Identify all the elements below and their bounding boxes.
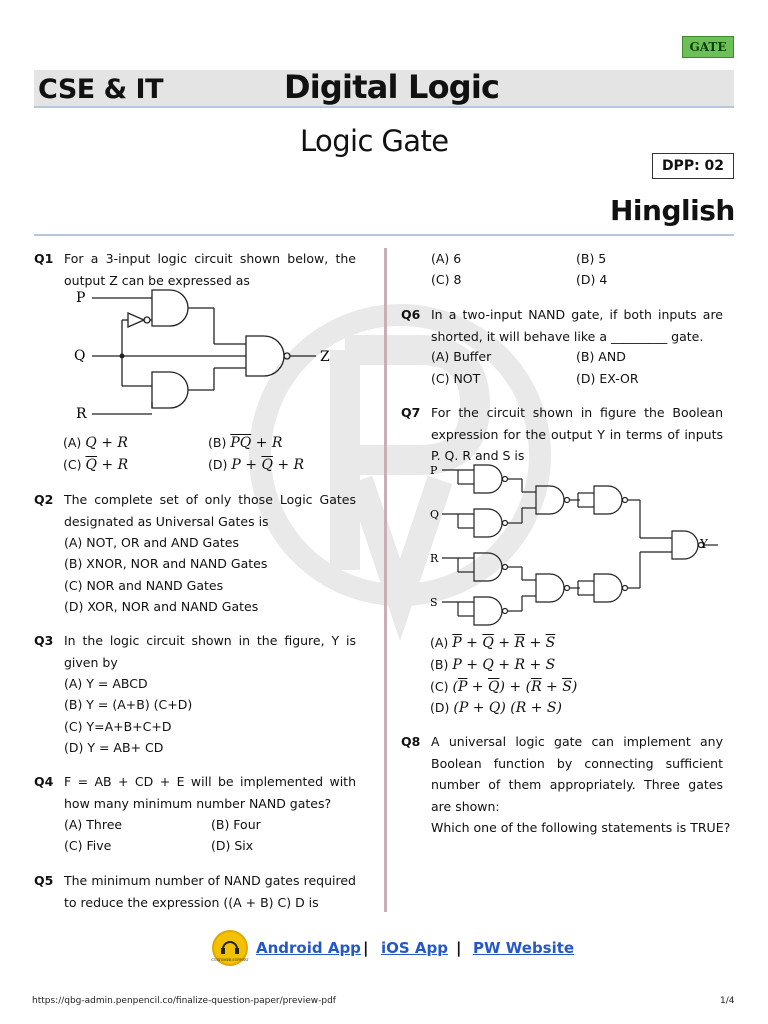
customer-support-logo	[212, 930, 248, 966]
q5-option-c[interactable]: (C) 8	[431, 272, 462, 287]
q5-option-b[interactable]: (B) 5	[576, 251, 607, 266]
question-text: In the logic circuit shown in the figure, Y is given by	[64, 633, 356, 670]
q2-option-c[interactable]: (C) NOR and NAND Gates	[64, 578, 224, 593]
column-divider	[384, 248, 387, 912]
q4-option-c[interactable]: (C) Five	[64, 838, 112, 853]
q5-option-a[interactable]: (A) 6	[431, 251, 462, 266]
chapter-title: Logic Gate	[300, 124, 449, 158]
q6-option-c[interactable]: (C) NOT	[431, 371, 481, 386]
q8-question-prompt: Which one of the following statements is TRUE?	[431, 820, 731, 835]
question-text: In a two-input NAND gate, if both inputs are shorted, it will behave like a _________ gate.	[431, 307, 723, 344]
question-text: The minimum number of NAND gates required to reduce the expression ((A + B) C) D is	[64, 873, 356, 910]
q1-option-d[interactable]: (D) $P + \overline{Q} + R$	[208, 457, 305, 473]
page-url: https://qbg-admin.penpencil.co/finalize-question-paper/preview-pdf	[32, 996, 336, 1006]
input-q-label: Q	[430, 508, 440, 521]
q3-option-b[interactable]: (B) Y = (A+B) (C+D)	[64, 697, 193, 712]
footer-separator: |	[456, 939, 462, 957]
q7-option-a[interactable]: (A) $\overline{P} + \overline{Q} + \overline{R} + \overline{S}$	[430, 635, 556, 651]
gate-badge: GATE	[682, 36, 734, 58]
q1-option-b[interactable]: (B) $\overline{PQ} + R$	[208, 435, 283, 451]
pw-website-link[interactable]: PW Website	[473, 939, 575, 957]
course-title: Digital Logic	[284, 68, 500, 106]
q7-option-b[interactable]: (B) P + Q + R + S	[430, 657, 556, 673]
q6-option-a[interactable]: (A) Buffer	[431, 349, 492, 364]
q7-option-d[interactable]: (D) (P + Q) (R + S)	[430, 700, 562, 716]
q1-option-c[interactable]: (C) $\overline{Q} + R$	[63, 457, 129, 473]
svg-text:CUSTOMER SUPPORT: CUSTOMER SUPPORT	[211, 958, 249, 962]
q1-option-a[interactable]: (A) Q + R	[63, 435, 128, 451]
q4-option-b[interactable]: (B) Four	[211, 817, 261, 832]
header-divider	[34, 234, 734, 236]
input-s-label: S	[430, 596, 438, 609]
question-number: Q3	[34, 633, 54, 648]
q7-circuit-diagram	[428, 462, 724, 632]
q3-option-d[interactable]: (D) Y = AB+ CD	[64, 740, 164, 755]
q2-option-a[interactable]: (A) NOT, OR and AND Gates	[64, 535, 239, 550]
question-text: F = AB + CD + E will be implemented with how many minimum number NAND gates?	[64, 774, 356, 811]
question-number: Q2	[34, 492, 54, 507]
input-p-label: P	[430, 464, 438, 477]
input-p-label: P	[76, 290, 86, 306]
ios-app-link[interactable]: iOS App	[381, 939, 449, 957]
q3-option-c[interactable]: (C) Y=A+B+C+D	[64, 719, 172, 734]
q2-option-b[interactable]: (B) XNOR, NOR and NAND Gates	[64, 556, 268, 571]
q4-option-a[interactable]: (A) Three	[64, 817, 123, 832]
question-number: Q6	[401, 307, 421, 322]
q6-option-d[interactable]: (D) EX-OR	[576, 371, 639, 386]
question-number: Q8	[401, 734, 421, 749]
q5-option-d[interactable]: (D) 4	[576, 272, 608, 287]
output-y-label: Y	[700, 537, 708, 551]
input-r-label: R	[430, 552, 439, 565]
question-text: A universal logic gate can implement any Boolean function by connecting sufficient number of them appropriately. Three gates are shown:	[431, 734, 723, 814]
dpp-label: DPP: 02	[652, 153, 734, 179]
android-app-link[interactable]: Android App	[256, 939, 361, 957]
output-z-label: Z	[320, 349, 330, 365]
q7-option-c[interactable]: (C) $(\overline{P} + \overline{Q}) + (\overline{R} + \overline{S})$	[430, 679, 578, 695]
question-text: The complete set of only those Logic Gates designated as Universal Gates is	[64, 492, 356, 529]
question-number: Q7	[401, 405, 421, 420]
question-number: Q1	[34, 251, 54, 266]
subject-title: CSE & IT	[38, 74, 164, 105]
input-r-label: R	[76, 406, 87, 422]
q6-option-b[interactable]: (B) AND	[576, 349, 626, 364]
question-number: Q4	[34, 774, 54, 789]
question-text: For the circuit shown in figure the Boolean expression for the output Y in terms of inputs P. Q. R and S is	[431, 405, 723, 463]
input-q-label: Q	[74, 348, 86, 364]
q3-option-a[interactable]: (A) Y = ABCD	[64, 676, 148, 691]
q2-option-d[interactable]: (D) XOR, NOR and NAND Gates	[64, 599, 259, 614]
question-number: Q5	[34, 873, 54, 888]
q4-option-d[interactable]: (D) Six	[211, 838, 254, 853]
page-number: 1/4	[720, 996, 735, 1006]
question-text: For a 3-input logic circuit shown below, the output Z can be expressed as	[64, 251, 356, 288]
q1-circuit-diagram	[70, 286, 340, 426]
headset-icon	[211, 932, 249, 964]
footer-separator: |	[363, 939, 369, 957]
language-label: Hinglish	[610, 194, 735, 227]
